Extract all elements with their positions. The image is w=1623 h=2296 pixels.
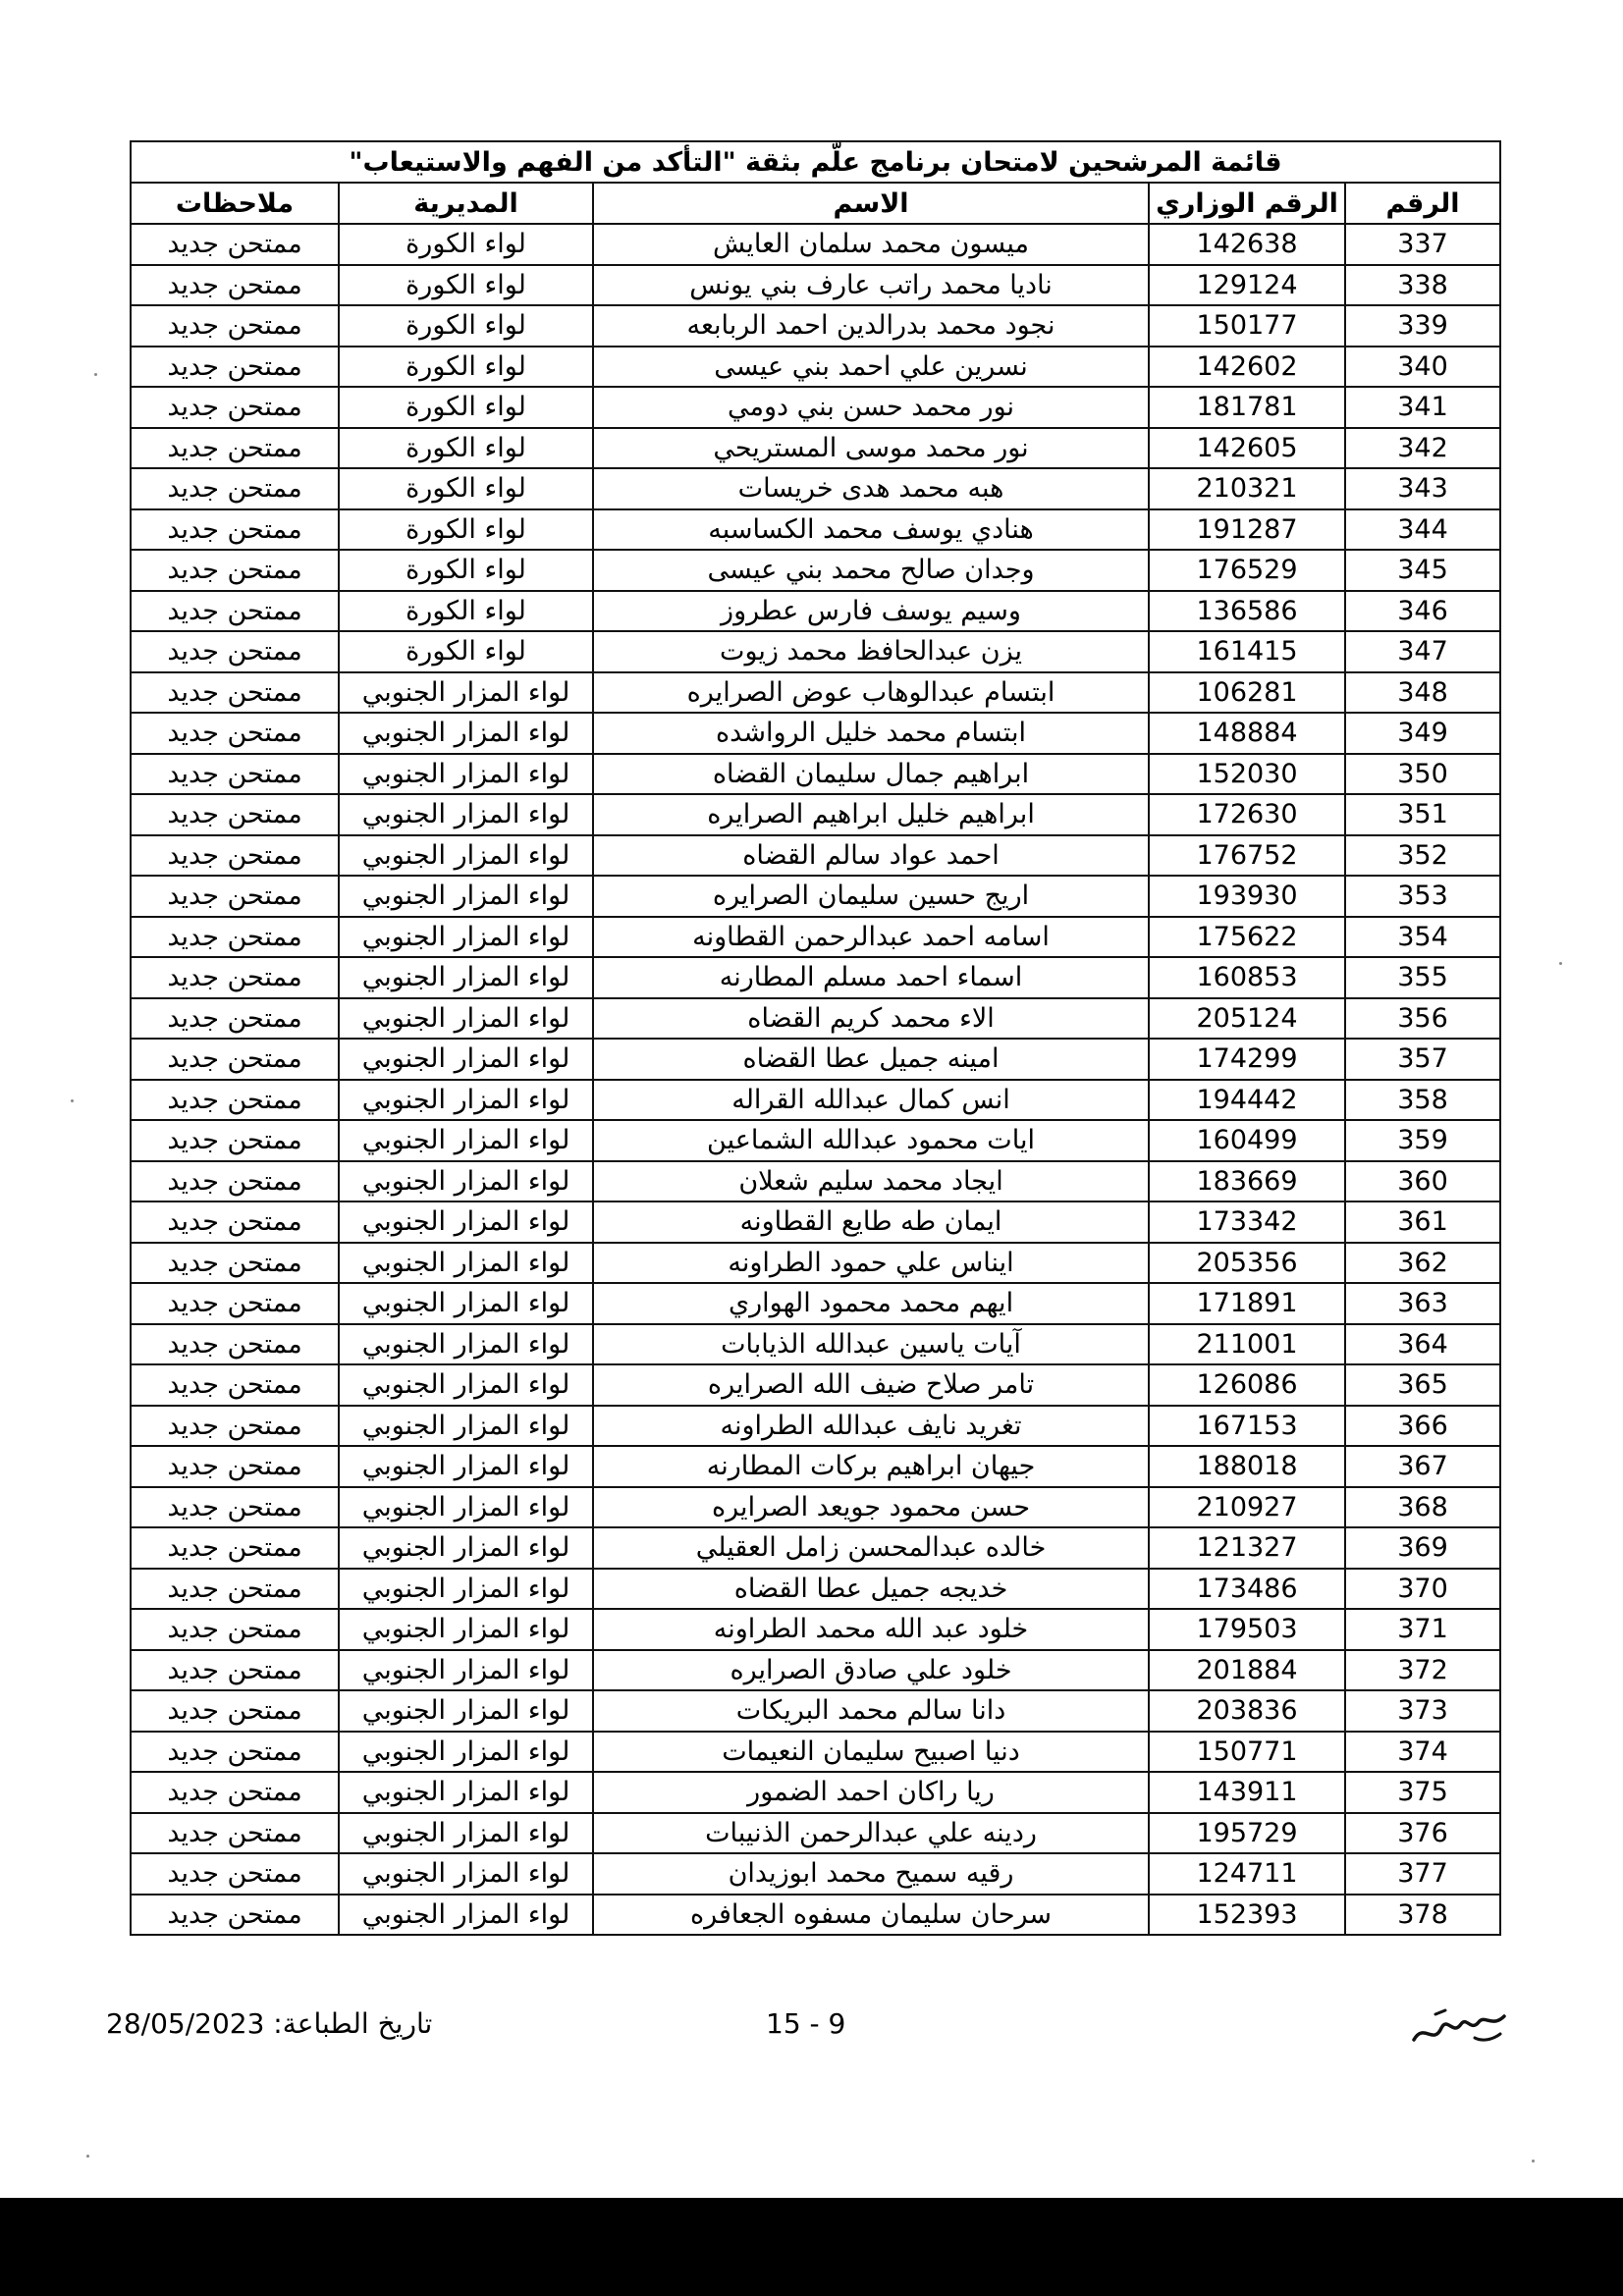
cell-name: اسامه احمد عبدالرحمن القطاونه [593,917,1149,958]
cell-name: ناديا محمد راتب عارف بني يونس [593,265,1149,306]
cell-number: 370 [1345,1569,1500,1610]
cell-ministry-id: 181781 [1149,387,1345,428]
scan-speck [1559,962,1562,965]
cell-name: نور محمد موسى المستريحي [593,428,1149,469]
cell-name: الاء محمد كريم القضاه [593,998,1149,1040]
cell-directorate: لواء المزار الجنوبي [339,1609,593,1650]
table-row [131,591,1500,632]
cell-name: آيات ياسين عبدالله الذيابات [593,1324,1149,1365]
cell-directorate: لواء المزار الجنوبي [339,835,593,877]
table-row [131,305,1500,347]
cell-directorate: لواء المزار الجنوبي [339,876,593,917]
cell-notes: ممتحن جديد [131,550,339,591]
cell-number: 371 [1345,1609,1500,1650]
table-body [131,224,1500,1935]
table-row [131,1039,1500,1080]
cell-ministry-id: 172630 [1149,794,1345,835]
cell-number: 353 [1345,876,1500,917]
cell-name: رقيه سميح محمد ابوزيدان [593,1853,1149,1895]
table-row [131,835,1500,877]
cell-notes: ممتحن جديد [131,265,339,306]
table-row [131,1690,1500,1732]
table-row [131,1324,1500,1365]
header-notes: ملاحظات [131,183,339,224]
cell-number: 360 [1345,1161,1500,1202]
cell-directorate: لواء المزار الجنوبي [339,1201,593,1243]
cell-ministry-id: 150771 [1149,1732,1345,1773]
cell-directorate: لواء المزار الجنوبي [339,1527,593,1569]
cell-notes: ممتحن جديد [131,224,339,265]
cell-number: 348 [1345,672,1500,714]
cell-notes: ممتحن جديد [131,1772,339,1813]
cell-number: 356 [1345,998,1500,1040]
table-row [131,1487,1500,1528]
cell-directorate: لواء الكورة [339,509,593,551]
cell-ministry-id: 194442 [1149,1080,1345,1121]
table-row [131,224,1500,265]
cell-number: 347 [1345,631,1500,672]
cell-name: اريج حسين سليمان الصرايره [593,876,1149,917]
cell-notes: ممتحن جديد [131,1120,339,1161]
cell-number: 354 [1345,917,1500,958]
cell-number: 346 [1345,591,1500,632]
cell-number: 358 [1345,1080,1500,1121]
table-row [131,1080,1500,1121]
cell-directorate: لواء الكورة [339,428,593,469]
table-row [131,1772,1500,1813]
table-row [131,347,1500,388]
cell-notes: ممتحن جديد [131,754,339,795]
cell-notes: ممتحن جديد [131,631,339,672]
table-row [131,1406,1500,1447]
table-row [131,631,1500,672]
table-title: قائمة المرشحين لامتحان برنامج علّم بثقة "التأكد من الفهم والاستيعاب" [131,141,1500,183]
cell-name: نجود محمد بدرالدين احمد الربابعه [593,305,1149,347]
table-row [131,468,1500,509]
table-row [131,1609,1500,1650]
cell-number: 373 [1345,1690,1500,1732]
table-row [131,1527,1500,1569]
cell-ministry-id: 143911 [1149,1772,1345,1813]
header-row [131,183,1500,224]
cell-name: ايهم محمد محمود الهواري [593,1283,1149,1324]
cell-number: 352 [1345,835,1500,877]
cell-ministry-id: 150177 [1149,305,1345,347]
scan-speck [94,373,97,376]
cell-notes: ممتحن جديد [131,1201,339,1243]
cell-ministry-id: 205124 [1149,998,1345,1040]
cell-ministry-id: 160499 [1149,1120,1345,1161]
table-row [131,1201,1500,1243]
cell-notes: ممتحن جديد [131,1446,339,1487]
cell-number: 369 [1345,1527,1500,1569]
cell-notes: ممتحن جديد [131,1853,339,1895]
cell-notes: ممتحن جديد [131,1161,339,1202]
cell-notes: ممتحن جديد [131,1569,339,1610]
cell-notes: ممتحن جديد [131,1609,339,1650]
table-row [131,387,1500,428]
cell-name: سرحان سليمان مسفوه الجعافره [593,1895,1149,1936]
cell-ministry-id: 173486 [1149,1569,1345,1610]
table-row [131,754,1500,795]
cell-number: 374 [1345,1732,1500,1773]
cell-ministry-id: 161415 [1149,631,1345,672]
cell-ministry-id: 152030 [1149,754,1345,795]
cell-name: نسرين علي احمد بني عيسى [593,347,1149,388]
cell-ministry-id: 193930 [1149,876,1345,917]
print-date: تاريخ الطباعة: 28/05/2023 [106,2007,433,2040]
cell-directorate: لواء الكورة [339,224,593,265]
table-row [131,1446,1500,1487]
cell-ministry-id: 174299 [1149,1039,1345,1080]
cell-ministry-id: 106281 [1149,672,1345,714]
cell-directorate: لواء المزار الجنوبي [339,1569,593,1610]
cell-notes: ممتحن جديد [131,917,339,958]
cell-ministry-id: 142638 [1149,224,1345,265]
cell-name: ايجاد محمد سليم شعلان [593,1161,1149,1202]
cell-notes: ممتحن جديد [131,1527,339,1569]
cell-notes: ممتحن جديد [131,387,339,428]
cell-number: 366 [1345,1406,1500,1447]
cell-ministry-id: 191287 [1149,509,1345,551]
cell-ministry-id: 210321 [1149,468,1345,509]
cell-name: ايمان طه طايع القطاونه [593,1201,1149,1243]
cell-number: 337 [1345,224,1500,265]
cell-ministry-id: 188018 [1149,1446,1345,1487]
cell-name: دنيا اصبيح سليمان النعيمات [593,1732,1149,1773]
cell-notes: ممتحن جديد [131,428,339,469]
table-row [131,1364,1500,1406]
cell-number: 363 [1345,1283,1500,1324]
cell-directorate: لواء المزار الجنوبي [339,1406,593,1447]
table-row [131,794,1500,835]
cell-name: تغريد نايف عبدالله الطراونه [593,1406,1149,1447]
table-row [131,1853,1500,1895]
cell-name: هنادي يوسف محمد الكساسبه [593,509,1149,551]
cell-number: 340 [1345,347,1500,388]
cell-name: هبه محمد هدى خريسات [593,468,1149,509]
cell-notes: ممتحن جديد [131,1243,339,1284]
cell-name: ردينه علي عبدالرحمن الذنيبات [593,1813,1149,1854]
cell-directorate: لواء الكورة [339,468,593,509]
cell-directorate: لواء المزار الجنوبي [339,1487,593,1528]
cell-name: دانا سالم محمد البريكات [593,1690,1149,1732]
cell-number: 350 [1345,754,1500,795]
signature-mark [1406,2002,1514,2052]
table-row [131,509,1500,551]
cell-number: 351 [1345,794,1500,835]
cell-number: 367 [1345,1446,1500,1487]
cell-directorate: لواء المزار الجنوبي [339,1120,593,1161]
cell-directorate: لواء المزار الجنوبي [339,1364,593,1406]
cell-directorate: لواء المزار الجنوبي [339,713,593,754]
cell-directorate: لواء المزار الجنوبي [339,1650,593,1691]
cell-ministry-id: 136586 [1149,591,1345,632]
cell-number: 344 [1345,509,1500,551]
cell-name: خلود علي صادق الصرايره [593,1650,1149,1691]
table-row [131,1569,1500,1610]
cell-name: جيهان ابراهيم بركات المطارنه [593,1446,1149,1487]
cell-ministry-id: 121327 [1149,1527,1345,1569]
table-row [131,1161,1500,1202]
cell-ministry-id: 175622 [1149,917,1345,958]
cell-number: 338 [1345,265,1500,306]
cell-number: 378 [1345,1895,1500,1936]
cell-ministry-id: 183669 [1149,1161,1345,1202]
cell-notes: ممتحن جديد [131,835,339,877]
cell-directorate: لواء المزار الجنوبي [339,1446,593,1487]
cell-notes: ممتحن جديد [131,1813,339,1854]
cell-notes: ممتحن جديد [131,1690,339,1732]
cell-directorate: لواء المزار الجنوبي [339,1690,593,1732]
cell-directorate: لواء المزار الجنوبي [339,917,593,958]
cell-name: تامر صلاح ضيف الله الصرايره [593,1364,1149,1406]
cell-notes: ممتحن جديد [131,998,339,1040]
cell-ministry-id: 173342 [1149,1201,1345,1243]
cell-directorate: لواء الكورة [339,305,593,347]
cell-notes: ممتحن جديد [131,1895,339,1936]
table-row [131,957,1500,998]
cell-notes: ممتحن جديد [131,713,339,754]
scan-speck [86,2155,89,2158]
cell-name: يزن عبدالحافظ محمد زيوت [593,631,1149,672]
cell-name: ابراهيم خليل ابراهيم الصرايره [593,794,1149,835]
cell-directorate: لواء الكورة [339,265,593,306]
table-row [131,1732,1500,1773]
cell-number: 362 [1345,1243,1500,1284]
cell-name: ابتسام محمد خليل الرواشده [593,713,1149,754]
cell-directorate: لواء المزار الجنوبي [339,1853,593,1895]
cell-directorate: لواء الكورة [339,387,593,428]
cell-directorate: لواء المزار الجنوبي [339,998,593,1040]
cell-number: 357 [1345,1039,1500,1080]
cell-notes: ممتحن جديد [131,1283,339,1324]
cell-ministry-id: 142605 [1149,428,1345,469]
cell-name: خلود عبد الله محمد الطراونه [593,1609,1149,1650]
table-row [131,1120,1500,1161]
cell-notes: ممتحن جديد [131,1487,339,1528]
table-row [131,713,1500,754]
cell-ministry-id: 152393 [1149,1895,1345,1936]
cell-name: امينه جميل عطا القضاه [593,1039,1149,1080]
cell-directorate: لواء المزار الجنوبي [339,1895,593,1936]
cell-number: 365 [1345,1364,1500,1406]
cell-directorate: لواء المزار الجنوبي [339,754,593,795]
cell-name: اسماء احمد مسلم المطارنه [593,957,1149,998]
cell-notes: ممتحن جديد [131,1080,339,1121]
cell-number: 339 [1345,305,1500,347]
cell-number: 343 [1345,468,1500,509]
cell-name: ايات محمود عبدالله الشماعين [593,1120,1149,1161]
cell-notes: ممتحن جديد [131,1732,339,1773]
cell-ministry-id: 176752 [1149,835,1345,877]
table-row [131,550,1500,591]
cell-directorate: لواء المزار الجنوبي [339,957,593,998]
cell-notes: ممتحن جديد [131,347,339,388]
cell-number: 355 [1345,957,1500,998]
cell-directorate: لواء المزار الجنوبي [339,794,593,835]
cell-directorate: لواء المزار الجنوبي [339,1772,593,1813]
cell-ministry-id: 171891 [1149,1283,1345,1324]
table-row [131,265,1500,306]
cell-directorate: لواء المزار الجنوبي [339,1813,593,1854]
cell-number: 341 [1345,387,1500,428]
cell-number: 372 [1345,1650,1500,1691]
cell-notes: ممتحن جديد [131,468,339,509]
cell-number: 377 [1345,1853,1500,1895]
cell-number: 359 [1345,1120,1500,1161]
table-row [131,1283,1500,1324]
cell-directorate: لواء المزار الجنوبي [339,1039,593,1080]
cell-number: 349 [1345,713,1500,754]
cell-number: 364 [1345,1324,1500,1365]
cell-number: 342 [1345,428,1500,469]
scan-border-bottom [0,2198,1623,2296]
table-row [131,1243,1500,1284]
cell-directorate: لواء الكورة [339,591,593,632]
cell-ministry-id: 210927 [1149,1487,1345,1528]
table-row [131,1813,1500,1854]
table-row [131,876,1500,917]
cell-number: 375 [1345,1772,1500,1813]
cell-directorate: لواء المزار الجنوبي [339,1324,593,1365]
header-ministry-id: الرقم الوزاري [1149,183,1345,224]
table-row [131,428,1500,469]
cell-name: ريا راكان احمد الضمور [593,1772,1149,1813]
cell-directorate: لواء المزار الجنوبي [339,1243,593,1284]
header-name: الاسم [593,183,1149,224]
cell-number: 368 [1345,1487,1500,1528]
cell-notes: ممتحن جديد [131,957,339,998]
cell-ministry-id: 201884 [1149,1650,1345,1691]
cell-directorate: لواء المزار الجنوبي [339,1161,593,1202]
cell-notes: ممتحن جديد [131,1364,339,1406]
cell-notes: ممتحن جديد [131,876,339,917]
table-row [131,998,1500,1040]
cell-name: ميسون محمد سلمان العايش [593,224,1149,265]
cell-directorate: لواء المزار الجنوبي [339,1283,593,1324]
table-row [131,1650,1500,1691]
candidates-table [130,140,1501,1936]
cell-name: خديجه جميل عطا القضاه [593,1569,1149,1610]
scan-speck [1532,2160,1535,2163]
cell-ministry-id: 148884 [1149,713,1345,754]
cell-number: 361 [1345,1201,1500,1243]
cell-notes: ممتحن جديد [131,672,339,714]
cell-notes: ممتحن جديد [131,1039,339,1080]
cell-name: انس كمال عبدالله القراله [593,1080,1149,1121]
scan-speck [71,1099,74,1102]
cell-name: ابراهيم جمال سليمان القضاه [593,754,1149,795]
cell-ministry-id: 195729 [1149,1813,1345,1854]
table-row [131,1895,1500,1936]
cell-ministry-id: 129124 [1149,265,1345,306]
cell-number: 345 [1345,550,1500,591]
cell-notes: ممتحن جديد [131,591,339,632]
cell-ministry-id: 167153 [1149,1406,1345,1447]
cell-name: احمد عواد سالم القضاه [593,835,1149,877]
cell-ministry-id: 176529 [1149,550,1345,591]
cell-name: نور محمد حسن بني دومي [593,387,1149,428]
cell-name: خالده عبدالمحسن زامل العقيلي [593,1527,1149,1569]
cell-notes: ممتحن جديد [131,305,339,347]
candidates-sheet [130,140,1499,1936]
cell-notes: ممتحن جديد [131,509,339,551]
cell-directorate: لواء المزار الجنوبي [339,1732,593,1773]
table-row [131,917,1500,958]
cell-ministry-id: 142602 [1149,347,1345,388]
cell-number: 376 [1345,1813,1500,1854]
header-number: الرقم [1345,183,1500,224]
header-directorate: المديرية [339,183,593,224]
cell-notes: ممتحن جديد [131,1650,339,1691]
cell-ministry-id: 203836 [1149,1690,1345,1732]
cell-ministry-id: 126086 [1149,1364,1345,1406]
cell-notes: ممتحن جديد [131,794,339,835]
cell-name: وجدان صالح محمد بني عيسى [593,550,1149,591]
cell-notes: ممتحن جديد [131,1406,339,1447]
cell-name: ابتسام عبدالوهاب عوض الصرايره [593,672,1149,714]
cell-directorate: لواء الكورة [339,347,593,388]
cell-ministry-id: 211001 [1149,1324,1345,1365]
cell-directorate: لواء الكورة [339,550,593,591]
cell-directorate: لواء المزار الجنوبي [339,1080,593,1121]
cell-name: ايناس علي حمود الطراونه [593,1243,1149,1284]
cell-directorate: لواء المزار الجنوبي [339,672,593,714]
cell-ministry-id: 124711 [1149,1853,1345,1895]
cell-ministry-id: 160853 [1149,957,1345,998]
cell-notes: ممتحن جديد [131,1324,339,1365]
cell-ministry-id: 179503 [1149,1609,1345,1650]
page-range: 15 - 9 [766,2007,846,2040]
cell-ministry-id: 205356 [1149,1243,1345,1284]
cell-name: حسن محمود جويعد الصرايره [593,1487,1149,1528]
cell-name: وسيم يوسف فارس عطروز [593,591,1149,632]
cell-directorate: لواء الكورة [339,631,593,672]
table-row [131,672,1500,714]
